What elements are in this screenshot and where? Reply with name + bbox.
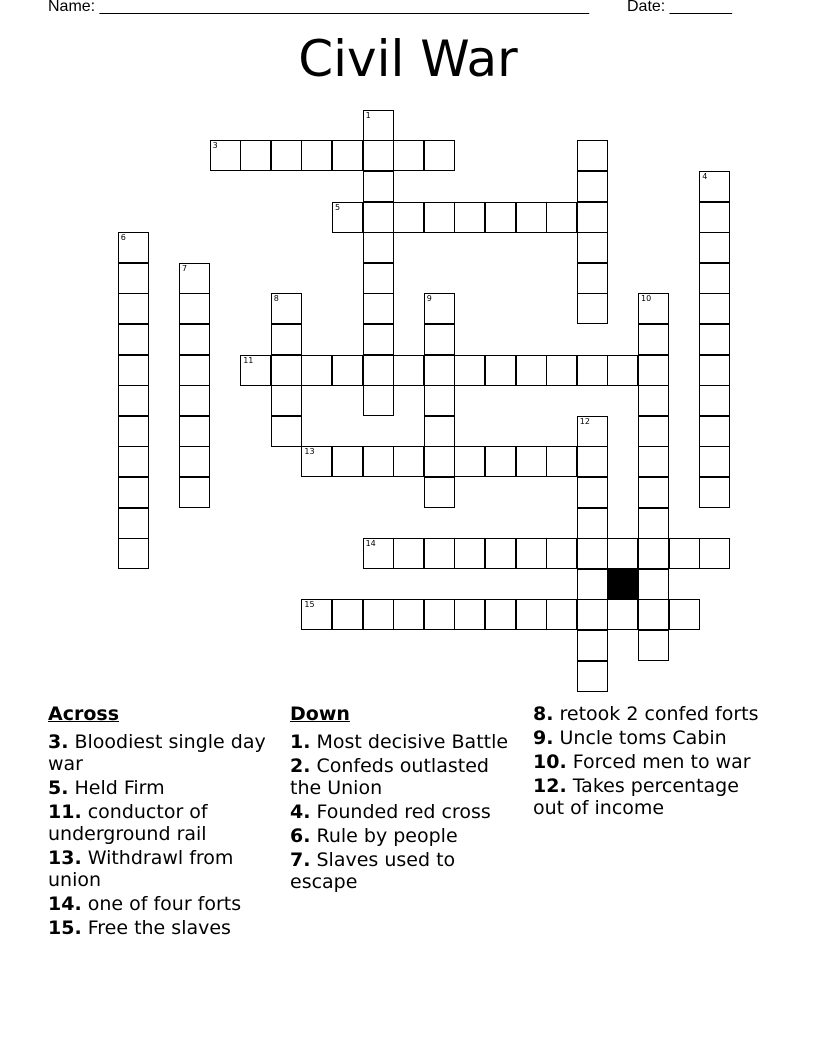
answer-cell[interactable] — [179, 385, 210, 416]
answer-cell[interactable] — [485, 538, 516, 569]
answer-cell[interactable] — [577, 140, 608, 171]
clue-item — [533, 703, 773, 725]
clue-item-number: 2. — [290, 755, 311, 777]
answer-cell[interactable] — [393, 446, 424, 477]
answer-cell[interactable] — [118, 538, 149, 569]
clue-number: 13 — [304, 447, 315, 457]
clue-item-number: 3. — [48, 731, 69, 753]
answer-cell[interactable] — [332, 446, 363, 477]
answer-cell[interactable] — [332, 202, 363, 233]
answer-cell[interactable] — [699, 293, 730, 324]
answer-cell[interactable] — [118, 385, 149, 416]
clue-item-text: Slaves used to escape — [290, 849, 456, 893]
clue-number: 8 — [273, 294, 279, 304]
answer-cell[interactable] — [363, 171, 394, 202]
answer-cell[interactable] — [699, 355, 730, 386]
answer-cell[interactable] — [669, 538, 700, 569]
answer-cell[interactable] — [271, 324, 302, 355]
clue-item — [533, 775, 773, 819]
answer-cell[interactable] — [118, 355, 149, 386]
answer-cell[interactable] — [577, 630, 608, 661]
answer-cell[interactable] — [301, 355, 332, 386]
answer-cell[interactable] — [516, 355, 547, 386]
clue-item-text: conductor of underground rail — [48, 801, 208, 845]
clue-number: 3 — [212, 141, 218, 151]
answer-cell[interactable] — [363, 140, 394, 171]
answer-cell[interactable] — [699, 416, 730, 447]
clue-number: 10 — [641, 294, 652, 304]
clue-item-text: Rule by people — [310, 825, 458, 847]
answer-cell[interactable] — [485, 202, 516, 233]
answer-cell[interactable] — [699, 385, 730, 416]
answer-cell[interactable] — [699, 446, 730, 477]
answer-cell[interactable] — [240, 355, 271, 386]
answer-cell[interactable] — [210, 140, 241, 171]
answer-cell[interactable] — [332, 355, 363, 386]
answer-cell[interactable] — [271, 293, 302, 324]
clue-item — [290, 825, 515, 847]
answer-cell[interactable] — [393, 355, 424, 386]
answer-cell[interactable] — [424, 446, 455, 477]
answer-cell[interactable] — [454, 355, 485, 386]
answer-cell[interactable] — [546, 202, 577, 233]
answer-cell[interactable] — [577, 661, 608, 692]
answer-cell[interactable] — [577, 232, 608, 263]
answer-cell[interactable] — [577, 446, 608, 477]
answer-cell[interactable] — [424, 324, 455, 355]
answer-cell[interactable] — [118, 508, 149, 539]
answer-cell[interactable] — [485, 355, 516, 386]
answer-cell[interactable] — [179, 263, 210, 294]
answer-cell[interactable] — [454, 599, 485, 630]
clue-number: 14 — [365, 539, 376, 549]
answer-cell[interactable] — [577, 508, 608, 539]
answer-cell[interactable] — [363, 232, 394, 263]
name-blank[interactable]: _______________________________________________________ — [99, 0, 589, 15]
answer-cell[interactable] — [699, 202, 730, 233]
clue-number: 6 — [120, 233, 126, 243]
clue-item-text: Founded red cross — [310, 801, 491, 823]
answer-cell[interactable] — [638, 385, 669, 416]
answer-cell[interactable] — [424, 385, 455, 416]
clue-item-number: 14. — [48, 893, 82, 915]
answer-cell[interactable] — [118, 446, 149, 477]
answer-cell[interactable] — [638, 477, 669, 508]
down-clues-continued — [533, 703, 773, 821]
answer-cell[interactable] — [638, 630, 669, 661]
answer-cell[interactable] — [516, 599, 547, 630]
clue-number: 7 — [182, 263, 188, 273]
answer-cell[interactable] — [424, 477, 455, 508]
answer-cell[interactable] — [577, 171, 608, 202]
answer-cell[interactable] — [577, 569, 608, 600]
answer-cell[interactable] — [363, 538, 394, 569]
answer-cell[interactable] — [699, 324, 730, 355]
answer-cell[interactable] — [638, 599, 669, 630]
clue-item-text: Uncle toms Cabin — [553, 727, 727, 749]
clue-item — [48, 801, 278, 845]
name-label: Name: — [48, 0, 96, 15]
answer-cell[interactable] — [363, 355, 394, 386]
answer-cell[interactable] — [516, 202, 547, 233]
clue-item-number: 13. — [48, 847, 82, 869]
answer-cell[interactable] — [577, 202, 608, 233]
clue-item-text: Held Firm — [68, 777, 165, 799]
clue-item-number: 9. — [533, 727, 554, 749]
clue-item-number: 4. — [290, 801, 311, 823]
clue-item-text: Free the slaves — [81, 917, 231, 939]
clue-item-text: one of four forts — [81, 893, 242, 915]
answer-cell[interactable] — [607, 538, 638, 569]
clue-number: 12 — [579, 416, 590, 426]
answer-cell[interactable] — [179, 446, 210, 477]
clue-number: 5 — [335, 202, 341, 212]
answer-cell[interactable] — [577, 538, 608, 569]
answer-cell[interactable] — [516, 538, 547, 569]
answer-cell[interactable] — [424, 416, 455, 447]
answer-cell[interactable] — [577, 599, 608, 630]
date-blank[interactable]: _______ — [669, 0, 732, 15]
answer-cell[interactable] — [363, 385, 394, 416]
clue-item-number: 12. — [533, 775, 567, 797]
answer-cell[interactable] — [454, 446, 485, 477]
answer-cell[interactable] — [485, 599, 516, 630]
answer-cell[interactable] — [638, 446, 669, 477]
answer-cell[interactable] — [577, 355, 608, 386]
answer-cell[interactable] — [363, 202, 394, 233]
answer-cell[interactable] — [424, 599, 455, 630]
answer-cell[interactable] — [393, 140, 424, 171]
answer-cell[interactable] — [516, 446, 547, 477]
answer-cell[interactable] — [577, 477, 608, 508]
answer-cell[interactable] — [118, 232, 149, 263]
answer-cell[interactable] — [363, 599, 394, 630]
clue-item-number: 15. — [48, 917, 82, 939]
clue-number: 9 — [426, 294, 432, 304]
answer-cell[interactable] — [485, 446, 516, 477]
clue-item-number: 5. — [48, 777, 69, 799]
clue-item — [290, 849, 515, 893]
answer-cell[interactable] — [424, 355, 455, 386]
clue-item-number: 11. — [48, 801, 82, 823]
clue-item-text: Bloodiest single day war — [48, 731, 266, 775]
answer-cell[interactable] — [699, 171, 730, 202]
answer-cell[interactable] — [699, 232, 730, 263]
answer-cell[interactable] — [577, 293, 608, 324]
answer-cell[interactable] — [638, 569, 669, 600]
clue-item — [48, 847, 278, 891]
across-heading: Across — [48, 703, 120, 725]
clue-item — [290, 755, 515, 799]
answer-cell[interactable] — [638, 355, 669, 386]
clue-item-text: Confeds outlasted the Union — [290, 755, 489, 799]
clue-item-text: Withdrawl from union — [48, 847, 234, 891]
answer-cell[interactable] — [393, 599, 424, 630]
clue-item-number: 7. — [290, 849, 311, 871]
answer-cell[interactable] — [240, 140, 271, 171]
answer-cell[interactable] — [546, 355, 577, 386]
answer-cell[interactable] — [424, 202, 455, 233]
answer-cell[interactable] — [301, 599, 332, 630]
clue-item-number: 10. — [533, 751, 567, 773]
answer-cell[interactable] — [699, 538, 730, 569]
answer-cell[interactable] — [699, 263, 730, 294]
clue-item — [290, 801, 515, 823]
answer-cell[interactable] — [638, 538, 669, 569]
answer-cell[interactable] — [179, 477, 210, 508]
clue-number: 11 — [243, 355, 254, 365]
answer-cell[interactable] — [363, 324, 394, 355]
answer-cell[interactable] — [669, 599, 700, 630]
answer-cell[interactable] — [638, 416, 669, 447]
date-label: Date: — [627, 0, 666, 15]
answer-cell[interactable] — [607, 355, 638, 386]
answer-cell[interactable] — [424, 140, 455, 171]
answer-cell[interactable] — [271, 355, 302, 386]
answer-cell[interactable] — [607, 599, 638, 630]
answer-cell[interactable] — [179, 416, 210, 447]
answer-cell[interactable] — [363, 263, 394, 294]
answer-cell[interactable] — [363, 293, 394, 324]
answer-cell[interactable] — [332, 140, 363, 171]
answer-cell[interactable] — [301, 446, 332, 477]
answer-cell[interactable] — [638, 508, 669, 539]
answer-cell[interactable] — [546, 446, 577, 477]
answer-cell[interactable] — [546, 538, 577, 569]
clue-item-number: 6. — [290, 825, 311, 847]
clue-item — [48, 917, 278, 939]
answer-cell[interactable] — [424, 293, 455, 324]
answer-cell[interactable] — [118, 477, 149, 508]
black-square — [607, 569, 638, 600]
answer-cell[interactable] — [332, 599, 363, 630]
clue-item — [533, 751, 773, 773]
down-heading: Down — [290, 703, 350, 725]
answer-cell[interactable] — [393, 202, 424, 233]
answer-cell[interactable] — [179, 324, 210, 355]
answer-cell[interactable] — [118, 324, 149, 355]
clue-number: 15 — [304, 600, 315, 610]
answer-cell[interactable] — [179, 293, 210, 324]
answer-cell[interactable] — [271, 140, 302, 171]
down-clues — [290, 703, 515, 895]
answer-cell[interactable] — [363, 446, 394, 477]
answer-cell[interactable] — [424, 538, 455, 569]
answer-cell[interactable] — [699, 477, 730, 508]
clue-item — [290, 731, 515, 753]
answer-cell[interactable] — [393, 538, 424, 569]
answer-cell[interactable] — [363, 110, 394, 141]
answer-cell[interactable] — [271, 416, 302, 447]
answer-cell[interactable] — [301, 140, 332, 171]
clue-item-text: Forced men to war — [566, 751, 751, 773]
answer-cell[interactable] — [546, 599, 577, 630]
clue-item — [48, 893, 278, 915]
clue-item-text: retook 2 confed forts — [553, 703, 759, 725]
clue-item-text: Takes percentage out of income — [533, 775, 739, 819]
clue-item — [48, 731, 278, 775]
clue-item-number: 1. — [290, 731, 311, 753]
answer-cell[interactable] — [118, 416, 149, 447]
clue-number: 1 — [365, 110, 371, 120]
clue-item-number: 8. — [533, 703, 554, 725]
across-clues — [48, 703, 278, 941]
answer-cell[interactable] — [577, 416, 608, 447]
answer-cell[interactable] — [454, 202, 485, 233]
answer-cell[interactable] — [638, 293, 669, 324]
clue-item — [533, 727, 773, 749]
answer-cell[interactable] — [179, 355, 210, 386]
answer-cell[interactable] — [271, 385, 302, 416]
clue-number: 4 — [702, 172, 708, 181]
answer-cell[interactable] — [454, 538, 485, 569]
answer-cell[interactable] — [638, 324, 669, 355]
answer-cell[interactable] — [118, 293, 149, 324]
page-title: Civil War — [298, 30, 518, 88]
clue-item — [48, 777, 278, 799]
answer-cell[interactable] — [577, 263, 608, 294]
answer-cell[interactable] — [118, 263, 149, 294]
clue-item-text: Most decisive Battle — [310, 731, 509, 753]
